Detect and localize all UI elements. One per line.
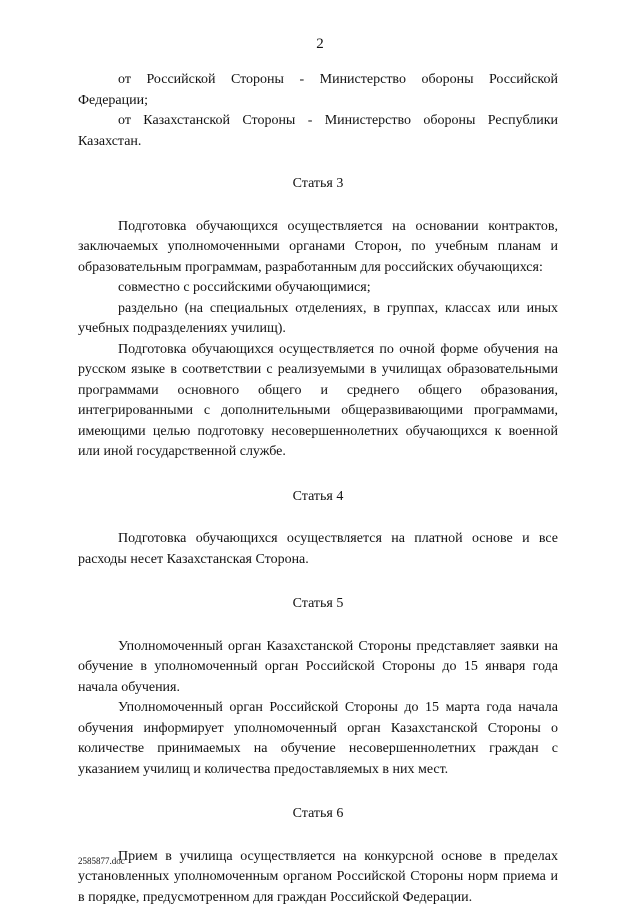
paragraph: Подготовка обучающихся осуществляется на основании контрактов, заключаемых уполномоченными органами Сторон, по учебным планам и образовательным программам, разработанным для российских обучающихся: — [78, 217, 558, 279]
paragraph: Уполномоченный орган Казахстанской Стороны представляет заявки на обучение в уполномоченный орган Российской Стороны до 15 января года начала обучения. — [78, 637, 558, 699]
paragraph: Подготовка обучающихся осуществляется на платной основе и все расходы несет Казахстанская Сторона. — [78, 529, 558, 570]
paragraph: Прием в училища осуществляется на конкурсной основе в пределах установленных уполномоченным органом Российской Стороны норм приема и в порядке, предусмотренном для граждан Российской Федерации. — [78, 847, 558, 908]
paragraph: от Казахстанской Стороны - Министерство обороны Республики Казахстан. — [78, 111, 558, 152]
paragraph: Уполномоченный орган Российской Стороны до 15 марта года начала обучения информирует уполномоченный орган Казахстанской Стороны о количестве принимаемых на обучение несовершеннолетних граждан с указанием училищ и количества предоставляемых в них мест. — [78, 698, 558, 780]
document-body — [78, 70, 558, 908]
article-heading: Статья 3 — [78, 174, 558, 195]
article-heading: Статья 4 — [78, 487, 558, 508]
article-heading: Статья 5 — [78, 594, 558, 615]
article-heading: Статья 6 — [78, 804, 558, 825]
paragraph: Подготовка обучающихся осуществляется по очной форме обучения на русском языке в соответствии с реализуемыми в училищах образовательными программами основного общего и среднего общего образования, интегрированными с дополнительными общеразвивающими программами, имеющими целью подготовку несовершеннолетних обучающихся к военной или иной государственной службе. — [78, 340, 558, 463]
document-footer-filename: 2585877.doc — [78, 856, 125, 866]
paragraph: раздельно (на специальных отделениях, в группах, классах или иных учебных подразделениях училищ). — [78, 299, 558, 340]
page-number: 2 — [0, 36, 640, 53]
paragraph: от Российской Стороны - Министерство обороны Российской Федерации; — [78, 70, 558, 111]
paragraph: совместно с российскими обучающимися; — [78, 278, 558, 299]
